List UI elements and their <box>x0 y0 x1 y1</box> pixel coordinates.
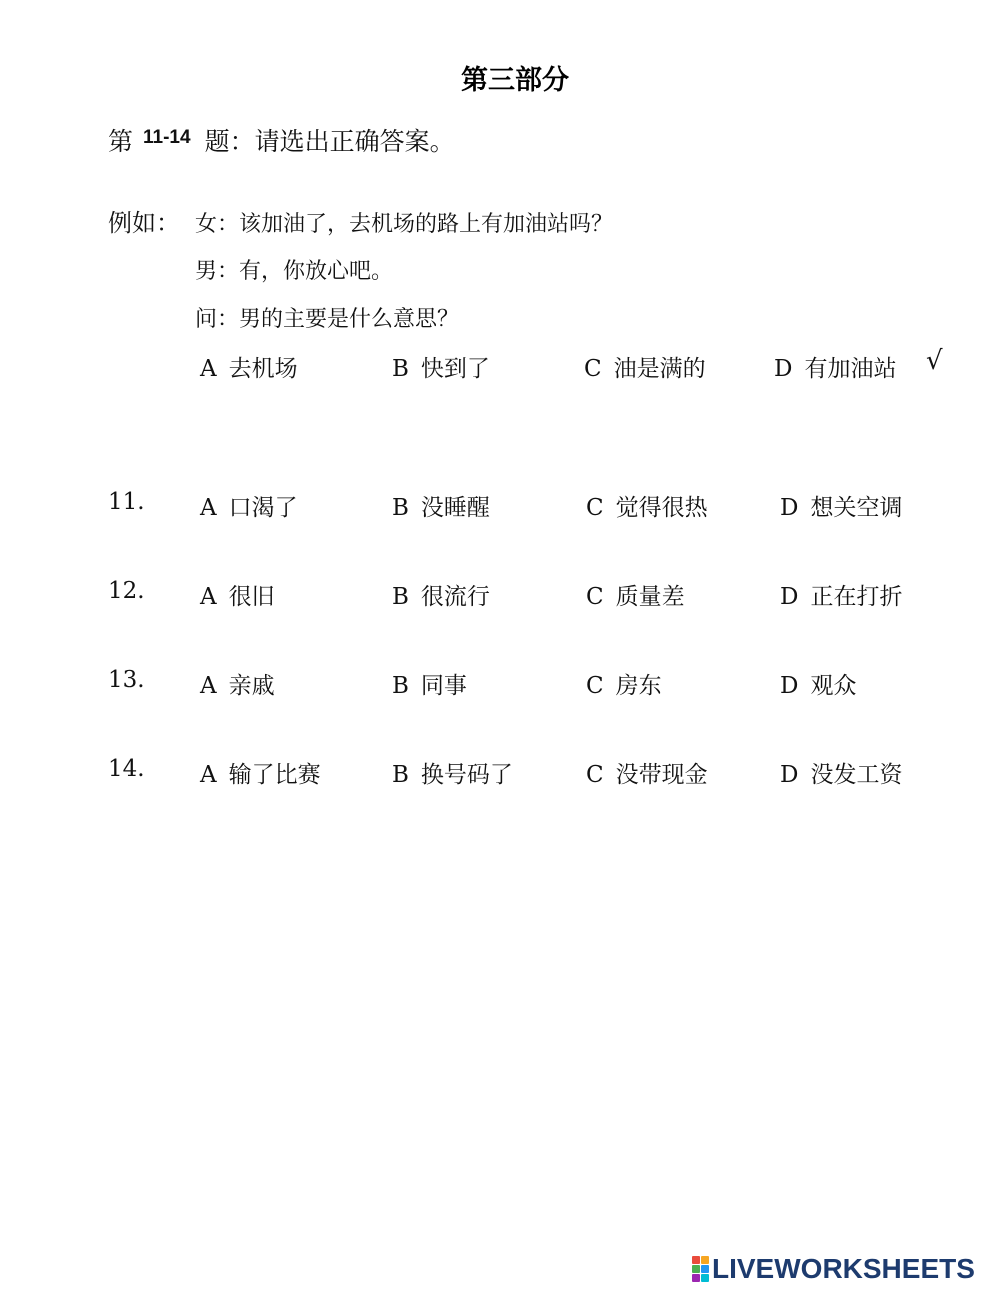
option-text: 去机场 <box>228 356 298 382</box>
example-question-line: 问：男的主要是什么意思？ <box>195 307 460 332</box>
option-letter: A <box>200 673 217 699</box>
q12-option-c[interactable] <box>586 578 685 611</box>
q14-option-b[interactable] <box>392 756 513 789</box>
q11-option-d[interactable] <box>780 489 902 522</box>
option-letter: D <box>780 762 799 788</box>
option-letter: D <box>780 584 799 610</box>
logo-mark-cell <box>701 1256 709 1264</box>
q12-option-a[interactable] <box>200 578 275 611</box>
q12-option-d[interactable] <box>780 578 902 611</box>
example-label: 例如： <box>108 209 180 237</box>
example-option-b <box>392 350 490 383</box>
example-option-d <box>774 350 896 383</box>
q14-option-d[interactable] <box>780 756 902 789</box>
q13-option-c[interactable] <box>586 667 662 700</box>
logo-mark-cell <box>701 1265 709 1273</box>
option-letter: B <box>392 673 409 699</box>
option-letter: D <box>780 495 799 521</box>
logo-mark-cell <box>692 1256 700 1264</box>
option-letter: B <box>392 356 409 382</box>
q11-option-c[interactable] <box>586 489 708 522</box>
logo-mark-cell <box>692 1265 700 1273</box>
option-text: 很流行 <box>420 584 490 610</box>
q11-option-a[interactable] <box>200 489 298 522</box>
option-text: 口渴了 <box>228 495 298 521</box>
question-number-11: 11. <box>108 489 145 515</box>
option-letter: C <box>586 673 604 699</box>
option-text: 质量差 <box>615 584 685 610</box>
option-text: 输了比赛 <box>228 762 321 788</box>
instruction-suffix: 题：请选出正确答案。 <box>204 127 455 156</box>
question-number-12: 12. <box>108 578 145 604</box>
logo-text: LIVEWORKSHEETS <box>712 1253 975 1284</box>
option-letter: A <box>200 495 217 521</box>
instruction <box>108 122 455 158</box>
option-letter: B <box>392 495 409 521</box>
liveworksheets-logo <box>692 1253 975 1285</box>
q12-option-b[interactable] <box>392 578 490 611</box>
option-text: 没睡醒 <box>420 495 490 521</box>
option-letter: C <box>586 762 604 788</box>
option-text: 没发工资 <box>810 762 903 788</box>
option-text: 房东 <box>615 673 662 699</box>
example-option-c <box>584 350 706 383</box>
option-letter: B <box>392 584 409 610</box>
option-letter: C <box>586 584 604 610</box>
option-letter: A <box>200 584 217 610</box>
q11-option-b[interactable] <box>392 489 490 522</box>
section-title: 第三部分 <box>461 65 569 96</box>
option-text: 同事 <box>420 673 467 699</box>
option-text: 觉得很热 <box>615 495 708 521</box>
q14-option-c[interactable] <box>586 756 708 789</box>
option-letter: C <box>586 495 604 521</box>
option-letter: D <box>774 356 793 382</box>
q13-option-a[interactable] <box>200 667 275 700</box>
q13-option-b[interactable] <box>392 667 467 700</box>
logo-mark-cell <box>701 1274 709 1282</box>
q13-option-d[interactable] <box>780 667 856 700</box>
option-text: 快到了 <box>420 356 490 382</box>
question-number-13: 13. <box>108 667 145 693</box>
instruction-prefix: 第 <box>108 127 134 156</box>
option-text: 换号码了 <box>420 762 513 788</box>
option-text: 有加油站 <box>804 356 897 382</box>
option-letter: C <box>584 356 602 382</box>
option-text: 没带现金 <box>615 762 708 788</box>
option-text: 亲戚 <box>228 673 275 699</box>
example-man-line: 男：有，你放心吧。 <box>195 259 394 284</box>
option-text: 油是满的 <box>613 356 706 382</box>
logo-mark-icon <box>692 1256 709 1282</box>
option-letter: D <box>780 673 799 699</box>
option-text: 想关空调 <box>810 495 903 521</box>
example-option-a <box>200 350 298 383</box>
option-letter: A <box>200 356 217 382</box>
option-text: 观众 <box>810 673 857 699</box>
question-number-14: 14. <box>108 756 145 782</box>
option-letter: B <box>392 762 409 788</box>
option-text: 正在打折 <box>810 584 903 610</box>
logo-mark-cell <box>692 1274 700 1282</box>
q14-option-a[interactable] <box>200 756 321 789</box>
check-mark-icon: √ <box>926 346 943 376</box>
question-range: 11-14 <box>143 127 191 148</box>
option-text: 很旧 <box>228 584 275 610</box>
example-woman-line: 女：该加油了，去机场的路上有加油站吗？ <box>195 212 614 237</box>
option-letter: A <box>200 762 217 788</box>
